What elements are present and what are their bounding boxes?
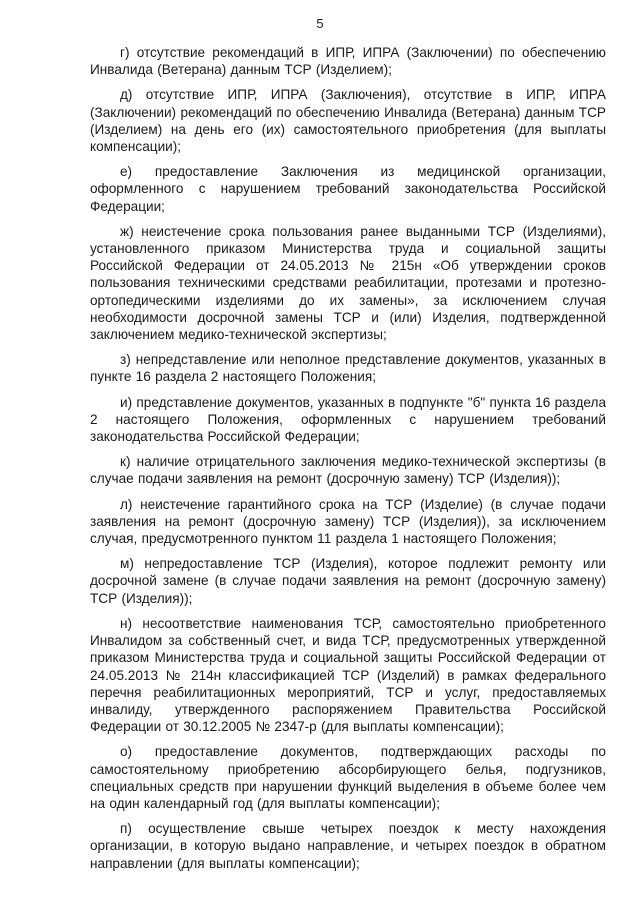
paragraph-p: п) осуществление свыше четырех поездок к месту нахождения организации, в которую выдано направление, и четырех поездок в обратном направлении (для выплаты компенсации); bbox=[90, 821, 606, 871]
page-number: 5 bbox=[316, 16, 324, 31]
paragraph-m: м) непредоставление ТСР (Изделия), которое подлежит ремонту или досрочной замене (в случае подачи заявления на ремонт (досрочную замену) ТСР (Изделия)); bbox=[90, 556, 606, 606]
paragraph-z: з) непредставление или неполное представление документов, указанных в пункте 16 раздела 2 настоящего Положения; bbox=[90, 352, 606, 385]
paragraph-i: и) представление документов, указанных в подпункте "б" пункта 16 раздела 2 настоящего Положения, оформленных с нарушением требований законодательства Российской Федерации; bbox=[90, 394, 606, 445]
paragraph-n: н) несоответствие наименования ТСР, самостоятельно приобретенного Инвалидом за собственный счет, и вида ТСР, предусмотренных утвержденной приказом Министерства труда и социальной защиты Российской Федерации от 24.05.2013 № 214н классификацией ТСР (Изделий) в рамках федерального перечня реабилитационных мероприятий, ТСР и услуг, предоставляемых инвалиду, утвержденного распоряжением Правительства Российской Федерации от 30.12.2005 № 2347-р (для выплаты компенсации); bbox=[90, 615, 606, 735]
paragraph-e: е) предоставление Заключения из медицинской организации, оформленного с нарушением требований законодательства Российской Федерации; bbox=[90, 164, 606, 214]
paragraph-o: о) предоставление документов, подтверждающих расходы по самостоятельному приобретению абсорбирующего белья, подгузников, специальных средств при нарушении функций выделения в объеме более чем на один календарный год (для выплаты компенсации); bbox=[90, 744, 606, 811]
paragraph-g: г) отсутствие рекомендаций в ИПР, ИПРА (Заключении) по обеспечению Инвалида (Ветерана) данным ТСР (Изделием); bbox=[90, 45, 606, 78]
paragraph-zh: ж) неистечение срока пользования ранее выданными ТСР (Изделиями), установленного приказом Министерства труда и социальной защиты Российской Федерации от 24.05.2013 № 215н «Об утверждении сроков пользования техническими средствами реабилитации, протезами и протезно-ортопедическими изделиями до их замены», за исключением случая необходимости досрочной замены ТСР и (или) Изделия, подтвержденной заключением медико-технической экспертизы; bbox=[90, 223, 606, 343]
paragraph-d: д) отсутствие ИПР, ИПРА (Заключения), отсутствие в ИПР, ИПРА (Заключении) рекомендаций по обеспечению Инвалида (Ветерана) данным ТСР (Изделием) на день его (их) самостоятельного приобретения (для выплаты компенсации); bbox=[90, 87, 606, 155]
document-body bbox=[90, 44, 606, 880]
paragraph-l: л) неистечение гарантийного срока на ТСР (Изделие) (в случае подачи заявления на ремонт (досрочную замену) ТСР (Изделия)), за исключением случая, предусмотренного пунктом 11 раздела 1 настоящего Положения; bbox=[90, 496, 606, 547]
paragraph-k: к) наличие отрицательного заключения медико-технической экспертизы (в случае подачи заявления на ремонт (досрочную замену) ТСР (Изделия)); bbox=[90, 454, 606, 487]
